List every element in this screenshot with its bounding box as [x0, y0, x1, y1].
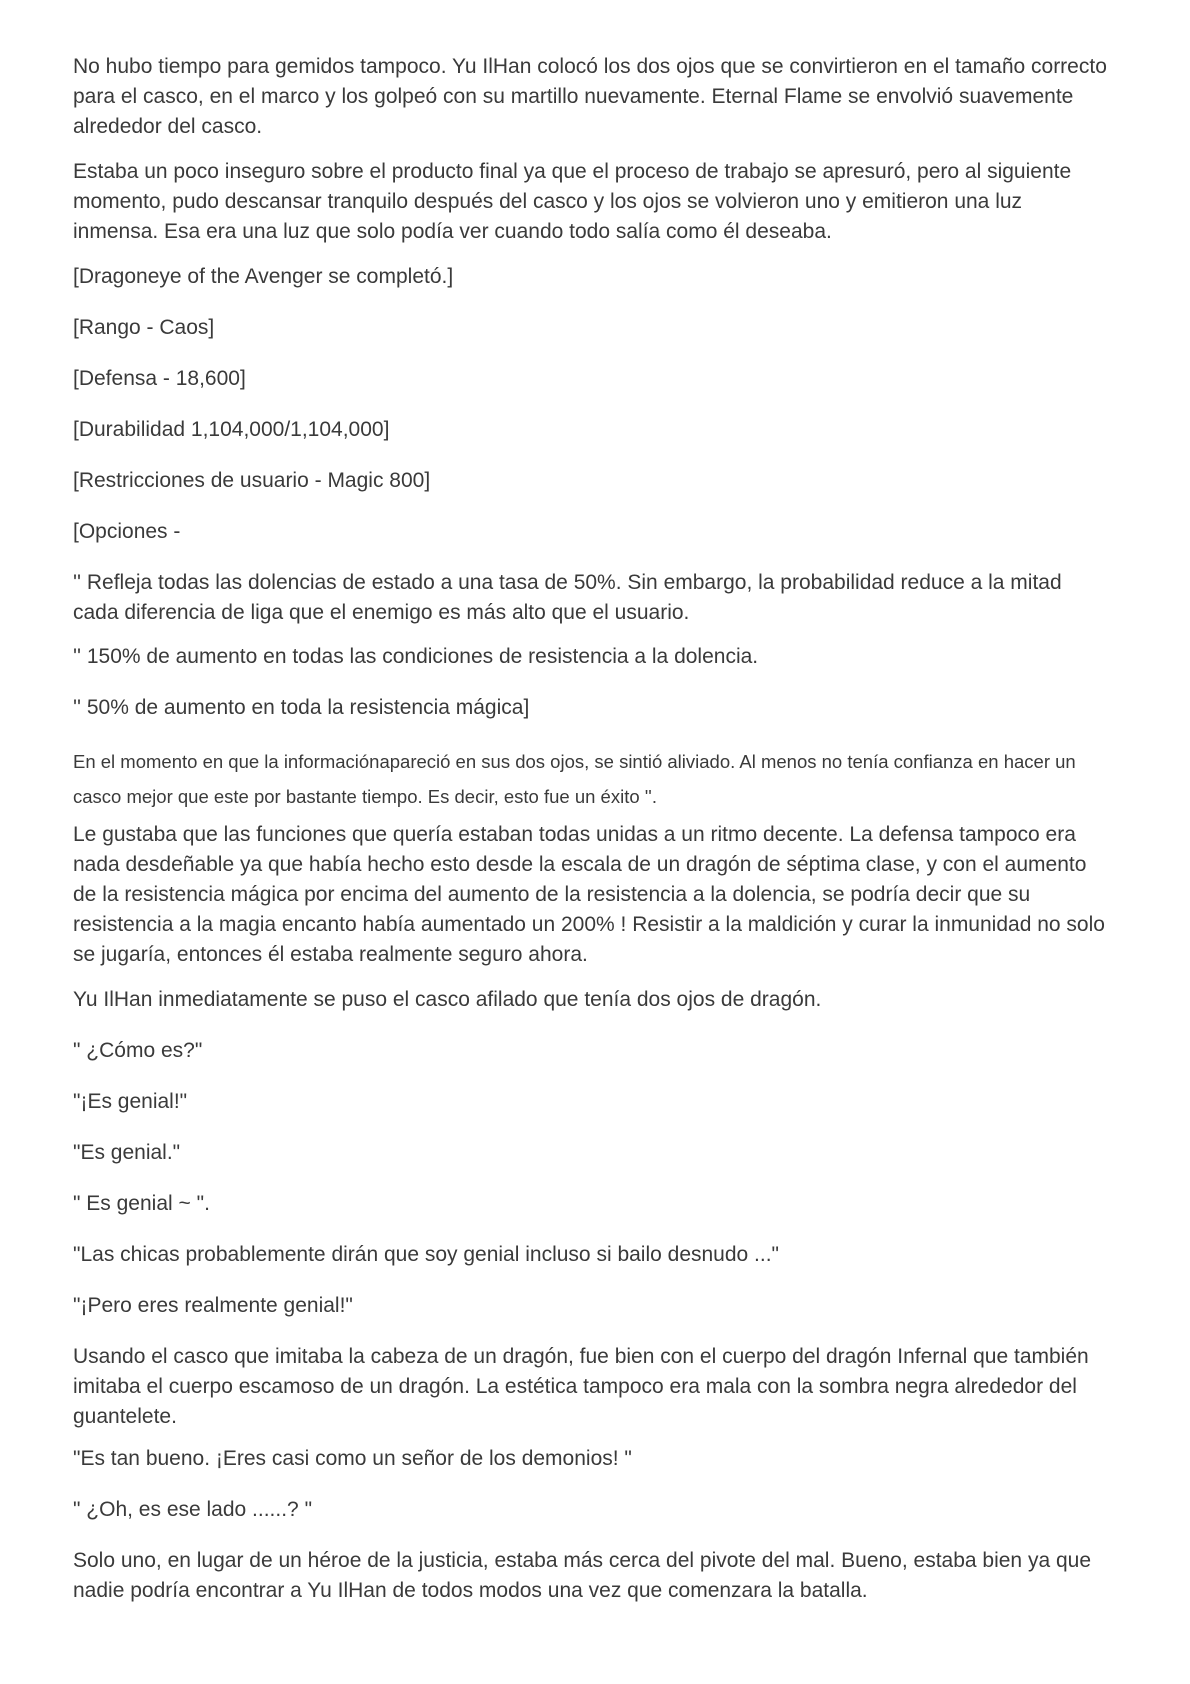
dialogue-line: "¡Es genial!" [73, 1090, 188, 1113]
dialogue-line: "Es tan bueno. ¡Eres casi como un señor de los demonios! " [73, 1447, 632, 1470]
paragraph-closing: Solo uno, en lugar de un héroe de la justicia, estaba más cerca del pivote del mal. Bueno, estaba bien ya que nadie podría encontrar a Yu IlHan de todos modos una vez que comenzara la batalla. [73, 1549, 1091, 1602]
item-completed-line: [Dragoneye of the Avenger se completó.] [73, 265, 454, 288]
dialogue-line: " Es genial ~ ". [73, 1192, 210, 1215]
item-options-line: [Opciones - [73, 520, 181, 543]
item-durability-line: [Durabilidad 1,104,000/1,104,000] [73, 418, 390, 441]
paragraph-functions: Le gustaba que las funciones que quería estaban todas unidas a un ritmo decente. La defensa tampoco era nada desdeñable ya que había hecho esto desde la escala de un dragón de séptima clase, y con el aumento de la resistencia mágica por encima del aumento de la resistencia a la dolencia, se podría decir que su resistencia a la magia encanto había aumentado un 200% ! Resistir a la maldición y curar la inmunidad no solo se jugaría, entonces él estaba realmente seguro ahora. [73, 823, 1105, 966]
paragraph-relieved: En el momento en que la informaciónapareció en sus dos ojos, se sintió aliviado. Al menos no tenía confianza en hacer un casco mejor que este por bastante tiempo. Es decir, esto fue un éxito ''. [73, 751, 1076, 807]
item-restrictions-line: [Restricciones de usuario - Magic 800] [73, 469, 431, 492]
document-page [73, 52, 1113, 1621]
paragraph-helmet-forging: No hubo tiempo para gemidos tampoco. Yu IlHan colocó los dos ojos que se convirtieron en el tamaño correcto para el casco, en el marco y los golpeó con su martillo nuevamente. Eternal Flame se envolvió suavemente alrededor del casco. [73, 55, 1107, 138]
paragraph-aesthetics: Usando el casco que imitaba la cabeza de un dragón, fue bien con el cuerpo del dragón Infernal que también imitaba el cuerpo escamoso de un dragón. La estética tampoco era mala con la sombra negra alrededor del guantelete. [73, 1345, 1089, 1428]
paragraph-final-product: Estaba un poco inseguro sobre el producto final ya que el proceso de trabajo se apresuró, pero al siguiente momento, pudo descansar tranquilo después del casco y los ojos se volvieron uno y emitieron una luz inmensa. Esa era una luz que solo podía ver cuando todo salía como él deseaba. [73, 160, 1072, 243]
dialogue-line: " ¿Cómo es?" [73, 1039, 203, 1062]
option-ailment-resistance: '' 150% de aumento en todas las condiciones de resistencia a la dolencia. [73, 645, 759, 668]
dialogue-line: "Las chicas probablemente dirán que soy genial incluso si bailo desnudo ..." [73, 1243, 780, 1266]
item-defense-line: [Defensa - 18,600] [73, 367, 246, 390]
dialogue-line: "Es genial." [73, 1141, 181, 1164]
dialogue-line: " ¿Oh, es ese lado ......? " [73, 1498, 313, 1521]
item-rank-line: [Rango - Caos] [73, 316, 215, 339]
paragraph-put-on-helmet: Yu IlHan inmediatamente se puso el casco afilado que tenía dos ojos de dragón. [73, 988, 822, 1011]
dialogue-line: "¡Pero eres realmente genial!" [73, 1294, 353, 1317]
option-magic-resistance: '' 50% de aumento en toda la resistencia mágica] [73, 696, 530, 719]
option-reflect-ailments: '' Refleja todas las dolencias de estado a una tasa de 50%. Sin embargo, la probabilidad reduce a la mitad cada diferencia de liga que el enemigo es más alto que el usuario. [73, 571, 1062, 624]
